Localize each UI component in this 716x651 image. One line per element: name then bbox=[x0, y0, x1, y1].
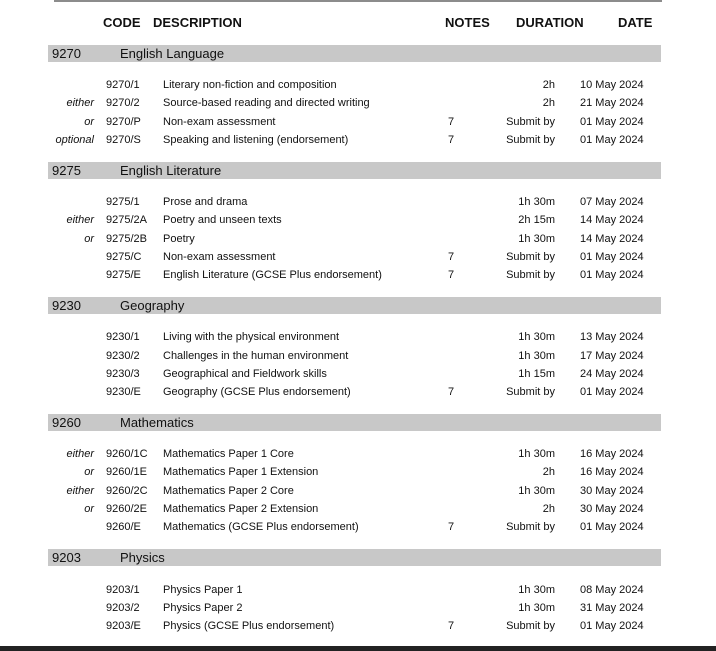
row-code: 9260/1E bbox=[106, 466, 147, 478]
row-date: 31 May 2024 bbox=[580, 602, 644, 614]
header-notes: NOTES bbox=[445, 15, 490, 30]
row-code: 9275/1 bbox=[106, 196, 140, 208]
section-title: Geography bbox=[120, 298, 185, 313]
row-description: Physics (GCSE Plus endorsement) bbox=[163, 620, 335, 632]
row-qualifier: either bbox=[66, 97, 94, 109]
table-row bbox=[0, 115, 716, 131]
table-row bbox=[0, 465, 716, 481]
row-duration: 1h 30m bbox=[518, 196, 555, 208]
row-code: 9275/2A bbox=[106, 214, 147, 226]
section-header bbox=[48, 414, 661, 431]
table-row bbox=[0, 330, 716, 346]
row-notes: 7 bbox=[448, 386, 455, 398]
row-duration: 2h 15m bbox=[518, 214, 555, 226]
row-duration: Submit by bbox=[506, 116, 555, 128]
row-date: 07 May 2024 bbox=[580, 196, 644, 208]
row-description: Geographical and Fieldwork skills bbox=[163, 368, 327, 380]
row-description: Mathematics Paper 2 Core bbox=[163, 485, 294, 497]
row-duration: Submit by bbox=[506, 521, 555, 533]
row-code: 9275/E bbox=[106, 269, 141, 281]
section-title: Mathematics bbox=[120, 415, 194, 430]
header-duration: DURATION bbox=[516, 15, 584, 30]
row-qualifier: either bbox=[66, 485, 94, 497]
row-code: 9270/1 bbox=[106, 79, 140, 91]
row-code: 9230/1 bbox=[106, 331, 140, 343]
row-date: 14 May 2024 bbox=[580, 214, 644, 226]
row-date: 01 May 2024 bbox=[580, 620, 644, 632]
row-code: 9260/E bbox=[106, 521, 141, 533]
table-row bbox=[0, 367, 716, 383]
section-title: English Literature bbox=[120, 163, 222, 178]
table-row bbox=[0, 619, 716, 635]
table-row bbox=[0, 520, 716, 536]
row-code: 9270/2 bbox=[106, 97, 140, 109]
row-date: 21 May 2024 bbox=[580, 97, 644, 109]
row-description: Physics Paper 1 bbox=[163, 584, 243, 596]
section-title: Physics bbox=[120, 550, 165, 565]
row-date: 01 May 2024 bbox=[580, 269, 644, 281]
table-row bbox=[0, 195, 716, 211]
row-date: 13 May 2024 bbox=[580, 331, 644, 343]
section-header bbox=[48, 45, 661, 62]
row-date: 01 May 2024 bbox=[580, 521, 644, 533]
row-notes: 7 bbox=[448, 134, 455, 146]
section-code: 9230 bbox=[52, 298, 81, 313]
row-description: Physics Paper 2 bbox=[163, 602, 243, 614]
row-duration: 1h 30m bbox=[518, 233, 555, 245]
row-code: 9270/P bbox=[106, 116, 141, 128]
row-duration: 2h bbox=[542, 97, 555, 109]
table-row bbox=[0, 484, 716, 500]
row-qualifier: optional bbox=[55, 134, 94, 146]
row-notes: 7 bbox=[448, 251, 455, 263]
section-code: 9270 bbox=[52, 46, 81, 61]
header-description: DESCRIPTION bbox=[153, 15, 242, 30]
row-qualifier: or bbox=[84, 503, 94, 515]
row-date: 17 May 2024 bbox=[580, 350, 644, 362]
row-date: 24 May 2024 bbox=[580, 368, 644, 380]
row-qualifier: or bbox=[84, 466, 94, 478]
row-date: 01 May 2024 bbox=[580, 134, 644, 146]
row-date: 01 May 2024 bbox=[580, 386, 644, 398]
row-date: 16 May 2024 bbox=[580, 466, 644, 478]
row-duration: 1h 30m bbox=[518, 485, 555, 497]
row-description: Source-based reading and directed writing bbox=[163, 97, 370, 109]
row-code: 9203/2 bbox=[106, 602, 140, 614]
table-row bbox=[0, 447, 716, 463]
section-title: English Language bbox=[120, 46, 225, 61]
section-code: 9260 bbox=[52, 415, 81, 430]
row-date: 16 May 2024 bbox=[580, 448, 644, 460]
table-row bbox=[0, 349, 716, 365]
row-description: English Literature (GCSE Plus endorsement) bbox=[163, 269, 382, 281]
row-duration: 1h 30m bbox=[518, 584, 555, 596]
top-rule bbox=[54, 0, 662, 2]
table-row bbox=[0, 232, 716, 248]
row-code: 9203/E bbox=[106, 620, 141, 632]
row-code: 9203/1 bbox=[106, 584, 140, 596]
row-description: Non-exam assessment bbox=[163, 116, 276, 128]
row-code: 9230/2 bbox=[106, 350, 140, 362]
row-duration: 2h bbox=[542, 79, 555, 91]
row-duration: Submit by bbox=[506, 134, 555, 146]
table-row bbox=[0, 78, 716, 94]
row-description: Prose and drama bbox=[163, 196, 248, 208]
row-duration: 2h bbox=[542, 466, 555, 478]
row-code: 9275/C bbox=[106, 251, 142, 263]
row-qualifier: either bbox=[66, 448, 94, 460]
row-description: Non-exam assessment bbox=[163, 251, 276, 263]
row-date: 08 May 2024 bbox=[580, 584, 644, 596]
row-date: 10 May 2024 bbox=[580, 79, 644, 91]
table-row bbox=[0, 502, 716, 518]
row-notes: 7 bbox=[448, 116, 455, 128]
table-row bbox=[0, 133, 716, 149]
header-code: CODE bbox=[103, 15, 141, 30]
row-code: 9270/S bbox=[106, 134, 141, 146]
row-qualifier: or bbox=[84, 116, 94, 128]
row-description: Poetry bbox=[163, 233, 195, 245]
row-duration: 1h 15m bbox=[518, 368, 555, 380]
row-description: Mathematics Paper 1 Extension bbox=[163, 466, 319, 478]
section-code: 9203 bbox=[52, 550, 81, 565]
row-duration: 1h 30m bbox=[518, 448, 555, 460]
table-header bbox=[0, 15, 716, 31]
table-row bbox=[0, 250, 716, 266]
table-row bbox=[0, 96, 716, 112]
section-header bbox=[48, 549, 661, 566]
row-date: 30 May 2024 bbox=[580, 503, 644, 515]
table-row bbox=[0, 601, 716, 617]
row-description: Geography (GCSE Plus endorsement) bbox=[163, 386, 351, 398]
header-date: DATE bbox=[618, 15, 653, 30]
row-qualifier: either bbox=[66, 214, 94, 226]
row-date: 14 May 2024 bbox=[580, 233, 644, 245]
section-header bbox=[48, 162, 661, 179]
row-notes: 7 bbox=[448, 521, 455, 533]
row-description: Mathematics Paper 1 Core bbox=[163, 448, 294, 460]
row-duration: 1h 30m bbox=[518, 602, 555, 614]
row-code: 9230/E bbox=[106, 386, 141, 398]
row-duration: Submit by bbox=[506, 386, 555, 398]
table-row bbox=[0, 268, 716, 284]
row-code: 9230/3 bbox=[106, 368, 140, 380]
row-duration: Submit by bbox=[506, 620, 555, 632]
section-code: 9275 bbox=[52, 163, 81, 178]
row-date: 01 May 2024 bbox=[580, 251, 644, 263]
row-duration: 1h 30m bbox=[518, 350, 555, 362]
row-description: Poetry and unseen texts bbox=[163, 214, 282, 226]
row-description: Speaking and listening (endorsement) bbox=[163, 134, 349, 146]
row-description: Literary non-fiction and composition bbox=[163, 79, 337, 91]
section-header bbox=[48, 297, 661, 314]
table-row bbox=[0, 213, 716, 229]
row-code: 9260/1C bbox=[106, 448, 148, 460]
row-duration: Submit by bbox=[506, 251, 555, 263]
row-code: 9260/2C bbox=[106, 485, 148, 497]
table-row bbox=[0, 583, 716, 599]
bottom-rule bbox=[0, 646, 716, 651]
row-date: 01 May 2024 bbox=[580, 116, 644, 128]
row-description: Challenges in the human environment bbox=[163, 350, 349, 362]
row-code: 9260/2E bbox=[106, 503, 147, 515]
row-notes: 7 bbox=[448, 269, 455, 281]
row-qualifier: or bbox=[84, 233, 94, 245]
row-duration: 1h 30m bbox=[518, 331, 555, 343]
table-row bbox=[0, 385, 716, 401]
row-date: 30 May 2024 bbox=[580, 485, 644, 497]
row-description: Mathematics Paper 2 Extension bbox=[163, 503, 319, 515]
row-duration: Submit by bbox=[506, 269, 555, 281]
row-description: Living with the physical environment bbox=[163, 331, 340, 343]
row-description: Mathematics (GCSE Plus endorsement) bbox=[163, 521, 359, 533]
row-duration: 2h bbox=[542, 503, 555, 515]
row-notes: 7 bbox=[448, 620, 455, 632]
row-code: 9275/2B bbox=[106, 233, 147, 245]
